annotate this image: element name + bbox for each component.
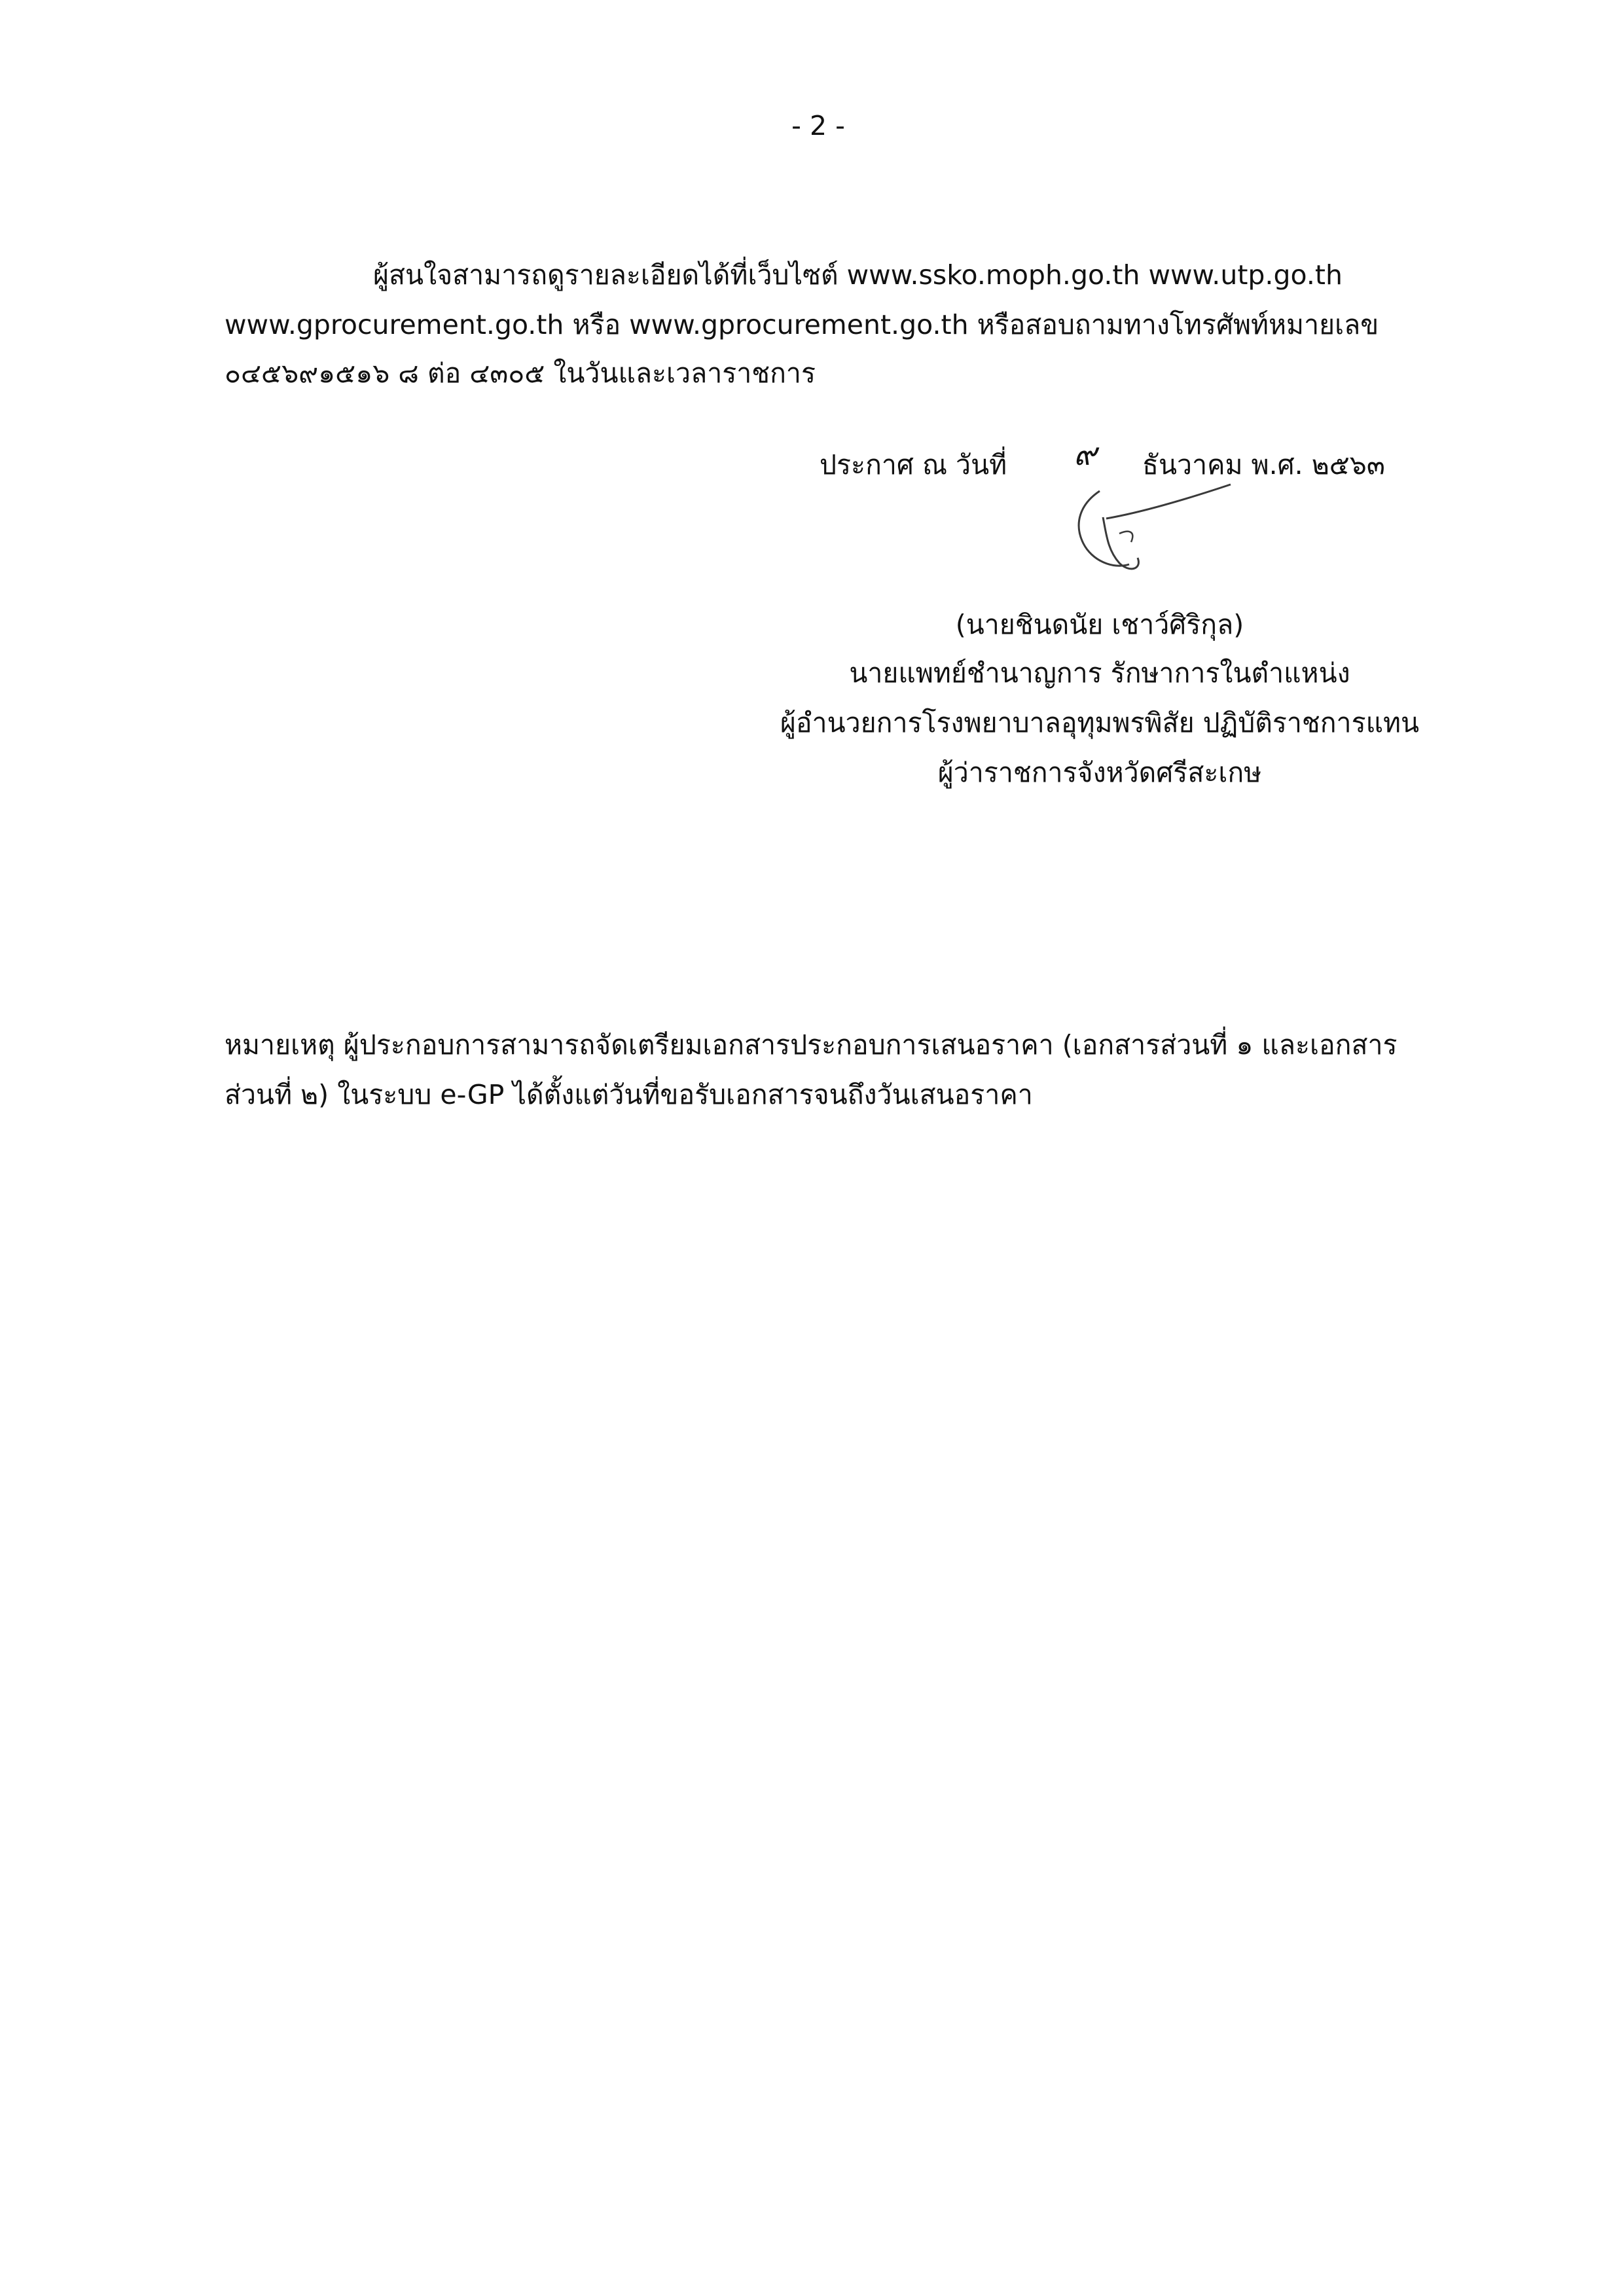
page-number: - 2 - — [791, 110, 845, 141]
signatory-name: (นายชินดนัย เชาว์ศิริกุล) — [955, 609, 1244, 640]
announcement-day: ๙ — [1074, 436, 1097, 473]
body-line-1: ผู้สนใจสามารถดูรายละเอียดได้ที่เว็บไซต์ www.ssko.moph.go.th www.utp.go.th — [373, 259, 1343, 291]
signatory-position-3: ผู้ว่าราชการจังหวัดศรีสะเกษ — [937, 757, 1262, 788]
signature-image — [1021, 471, 1257, 589]
body-line-3: ๐๔๕๖๙๑๕๑๖ ๘ ต่อ ๔๓๐๕ ในวันและเวลาราชการ — [225, 357, 816, 389]
body-line-2: www.gprocurement.go.th หรือ www.gprocurement.go.th หรือสอบถามทางโทรศัพท์หมายเลข — [225, 309, 1379, 340]
announcement-prefix: ประกาศ ณ วันที่ — [820, 449, 1007, 481]
note-line-1: หมายเหตุ ผู้ประกอบการสามารถจัดเตรียมเอกสารประกอบการเสนอราคา (เอกสารส่วนที่ ๑ และเอกสาร — [225, 1029, 1398, 1061]
signatory-position-2: ผู้อำนวยการโรงพยาบาลอุทุมพรพิสัย ปฏิบัติราชการแทน — [780, 707, 1420, 738]
note-line-2: ส่วนที่ ๒) ในระบบ e-GP ได้ตั้งแต่วันที่ขอรับเอกสารจนถึงวันเสนอราคา — [225, 1079, 1033, 1110]
signatory-position-1: นายแพทย์ชำนาญการ รักษาการในตำแหน่ง — [849, 657, 1350, 689]
announcement-suffix: ธันวาคม พ.ศ. ๒๕๖๓ — [1142, 449, 1385, 481]
